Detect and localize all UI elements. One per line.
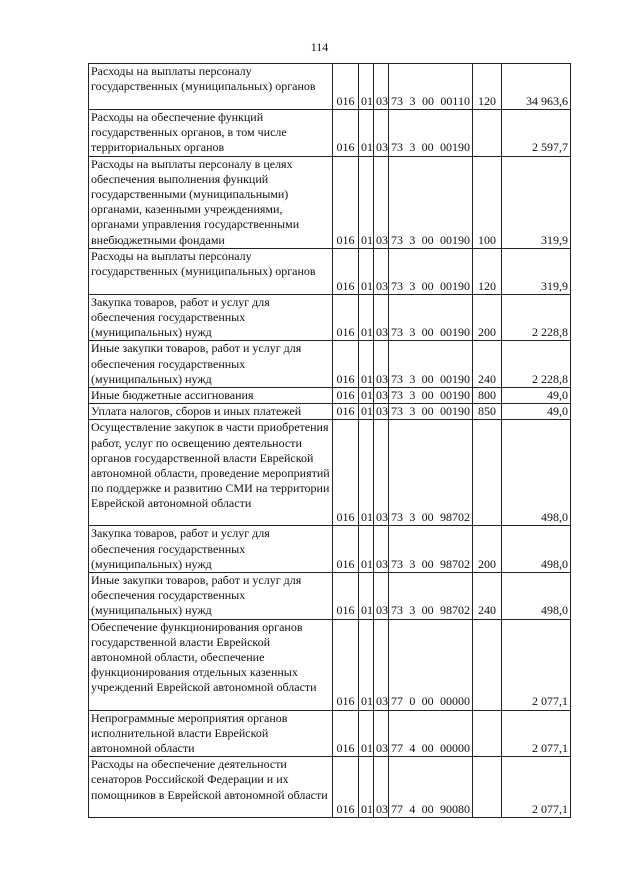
amount: 319,9 (502, 156, 571, 248)
cs-group: 00 (421, 371, 434, 386)
section-code: 01 (359, 404, 374, 420)
target-article-cell (389, 110, 473, 157)
section-code: 01 (359, 526, 374, 573)
section-code: 01 (359, 248, 374, 294)
cs-group: 00 (421, 388, 434, 403)
cs-code: 00190 (439, 404, 470, 419)
cs-group: 00 (421, 603, 434, 618)
cs-sub: 3 (409, 278, 416, 293)
table-row (89, 388, 571, 404)
ministry-code: 016 (333, 64, 359, 110)
expense-type-code: 850 (473, 404, 502, 420)
cs-program: 73 (391, 278, 403, 293)
cs-program: 73 (391, 371, 403, 386)
row-name-cell (89, 110, 333, 157)
expense-type-code (473, 619, 502, 710)
cs-program: 73 (391, 510, 403, 525)
row-name-cell (89, 573, 333, 620)
amount: 2 228,8 (502, 294, 571, 341)
table-row (89, 341, 571, 388)
cs-group: 00 (421, 510, 434, 525)
ministry-code: 016 (333, 156, 359, 248)
section-code: 01 (359, 573, 374, 620)
row-name-cell (89, 710, 333, 757)
table-row (89, 619, 571, 710)
ministry-code: 016 (333, 526, 359, 573)
cs-sub: 3 (409, 388, 416, 403)
expense-type-code (473, 710, 502, 757)
row-name-cell (89, 294, 333, 341)
cs-program: 73 (391, 232, 403, 247)
cs-code: 00190 (439, 371, 470, 386)
section-code: 01 (359, 757, 374, 818)
cs-code: 00190 (439, 140, 470, 155)
ministry-code: 016 (333, 294, 359, 341)
row-name: Расходы на выплаты персоналу государственных (муниципальных) органов (91, 248, 316, 279)
amount: 49,0 (502, 404, 571, 420)
expense-type-code: 120 (473, 64, 502, 110)
cs-program: 73 (391, 140, 403, 155)
cs-sub: 4 (409, 802, 416, 817)
expense-type-code (473, 420, 502, 526)
cs-sub: 3 (409, 93, 416, 108)
cs-group: 00 (421, 93, 434, 108)
table-row (89, 757, 571, 818)
budget-table (88, 63, 571, 818)
ministry-code: 016 (333, 573, 359, 620)
amount: 498,0 (502, 420, 571, 526)
row-name: Обеспечение функционирования органов государственной власти Еврейской автономной области, обеспечение функционирования отдельных казенных учреждений Еврейской автономной области (91, 619, 317, 695)
row-name-cell (89, 526, 333, 573)
table-row (89, 110, 571, 157)
cs-code: 00000 (439, 741, 470, 756)
target-article-cell (389, 388, 473, 404)
row-name: Расходы на обеспечение функций государственных органов, в том числе территориальных органов (91, 110, 287, 155)
expense-type-code: 100 (473, 156, 502, 248)
subsection-code: 03 (374, 294, 389, 341)
table-row (89, 710, 571, 757)
table-row (89, 404, 571, 420)
section-code: 01 (359, 710, 374, 757)
cs-code: 00190 (439, 388, 470, 403)
amount: 2 077,1 (502, 710, 571, 757)
cs-program: 73 (391, 388, 403, 403)
cs-sub: 4 (409, 741, 416, 756)
cs-group: 00 (421, 232, 434, 247)
cs-sub: 3 (409, 371, 416, 386)
target-article-cell (389, 619, 473, 710)
expense-type-code (473, 110, 502, 157)
cs-sub: 3 (409, 556, 416, 571)
target-article-cell (389, 248, 473, 294)
section-code: 01 (359, 156, 374, 248)
target-article-cell (389, 341, 473, 388)
ministry-code: 016 (333, 420, 359, 526)
section-code: 01 (359, 110, 374, 157)
target-article-cell (389, 156, 473, 248)
row-name: Иные бюджетные ассигнования (91, 388, 254, 403)
subsection-code: 03 (374, 388, 389, 404)
expense-type-code: 200 (473, 526, 502, 573)
ministry-code: 016 (333, 341, 359, 388)
cs-sub: 3 (409, 510, 416, 525)
cs-group: 00 (421, 325, 434, 340)
subsection-code: 03 (374, 573, 389, 620)
row-name-cell (89, 156, 333, 248)
expense-type-code: 120 (473, 248, 502, 294)
section-code: 01 (359, 294, 374, 341)
ministry-code: 016 (333, 757, 359, 818)
expense-type-code: 240 (473, 341, 502, 388)
cs-sub: 3 (409, 404, 416, 419)
amount: 319,9 (502, 248, 571, 294)
subsection-code: 03 (374, 64, 389, 110)
row-name-cell (89, 420, 333, 526)
budget-rows (89, 64, 571, 818)
cs-program: 73 (391, 404, 403, 419)
table-row (89, 573, 571, 620)
subsection-code: 03 (374, 404, 389, 420)
cs-program: 77 (391, 694, 403, 709)
cs-group: 00 (421, 404, 434, 419)
target-article-cell (389, 294, 473, 341)
target-article-cell (389, 420, 473, 526)
row-name: Иные закупки товаров, работ и услуг для обеспечения государственных (муниципальных) нужд (91, 341, 302, 386)
cs-group: 00 (421, 140, 434, 155)
row-name: Осуществление закупок в части приобретения работ, услуг по освещению деятельности органов государственной власти Еврейской автономной области, проведение мероприятий по поддержке и развитию СМИ на территории Еврейской автономной области (91, 420, 330, 511)
ministry-code: 016 (333, 388, 359, 404)
cs-program: 73 (391, 603, 403, 618)
row-name: Иные закупки товаров, работ и услуг для обеспечения государственных (муниципальных) нужд (91, 573, 302, 618)
amount: 498,0 (502, 573, 571, 620)
cs-group: 00 (421, 802, 434, 817)
expense-type-code (473, 757, 502, 818)
row-name-cell (89, 248, 333, 294)
row-name: Непрограммные мероприятия органов исполнительной власти Еврейской автономной области (91, 710, 288, 756)
table-row (89, 420, 571, 526)
section-code: 01 (359, 64, 374, 110)
cs-code: 00190 (439, 325, 470, 340)
table-row (89, 526, 571, 573)
amount: 34 963,6 (502, 64, 571, 110)
ministry-code: 016 (333, 404, 359, 420)
row-name-cell (89, 757, 333, 818)
amount: 2 597,7 (502, 110, 571, 157)
row-name-cell (89, 64, 333, 110)
subsection-code: 03 (374, 341, 389, 388)
row-name: Расходы на выплаты персоналу государственных (муниципальных) органов (91, 64, 316, 94)
page-number: 114 (310, 40, 329, 54)
table-row (89, 64, 571, 110)
amount: 498,0 (502, 526, 571, 573)
table-row (89, 248, 571, 294)
target-article-cell (389, 710, 473, 757)
row-name-cell (89, 341, 333, 388)
table-row (89, 156, 571, 248)
target-article-cell (389, 64, 473, 110)
cs-sub: 3 (409, 325, 416, 340)
cs-program: 77 (391, 802, 403, 817)
subsection-code: 03 (374, 526, 389, 573)
cs-code: 00190 (439, 278, 470, 293)
amount: 2 077,1 (502, 619, 571, 710)
amount: 2 228,8 (502, 341, 571, 388)
target-article-cell (389, 404, 473, 420)
subsection-code: 03 (374, 420, 389, 526)
ministry-code: 016 (333, 619, 359, 710)
cs-sub: 3 (409, 140, 416, 155)
cs-group: 00 (421, 694, 434, 709)
cs-sub: 3 (409, 603, 416, 618)
ministry-code: 016 (333, 710, 359, 757)
cs-program: 73 (391, 556, 403, 571)
cs-group: 00 (421, 556, 434, 571)
section-code: 01 (359, 388, 374, 404)
row-name-cell (89, 388, 333, 404)
cs-program: 73 (391, 325, 403, 340)
subsection-code: 03 (374, 710, 389, 757)
target-article-cell (389, 757, 473, 818)
cs-code: 98702 (439, 603, 470, 618)
expense-type-code: 240 (473, 573, 502, 620)
cs-code: 98702 (439, 556, 470, 571)
row-name: Расходы на выплаты персоналу в целях обеспечения выполнения функций государственными (муниципальными) органами, казенными учреждениями, органами управления государственными внебюджетными фондами (91, 156, 300, 247)
row-name-cell (89, 404, 333, 420)
cs-sub: 3 (409, 232, 416, 247)
section-code: 01 (359, 341, 374, 388)
subsection-code: 03 (374, 248, 389, 294)
cs-code: 00190 (439, 232, 470, 247)
amount: 2 077,1 (502, 757, 571, 818)
row-name: Закупка товаров, работ и услуг для обеспечения государственных (муниципальных) нужд (91, 294, 270, 340)
ministry-code: 016 (333, 248, 359, 294)
table-row (89, 294, 571, 341)
cs-group: 00 (421, 278, 434, 293)
cs-program: 77 (391, 741, 403, 756)
expense-type-code: 200 (473, 294, 502, 341)
cs-sub: 0 (409, 694, 416, 709)
cs-code: 98702 (439, 510, 470, 525)
amount: 49,0 (502, 388, 571, 404)
expense-type-code: 800 (473, 388, 502, 404)
cs-program: 73 (391, 93, 403, 108)
target-article-cell (389, 573, 473, 620)
cs-code: 00110 (440, 93, 470, 108)
cs-group: 00 (421, 741, 434, 756)
subsection-code: 03 (374, 619, 389, 710)
target-article-cell (389, 526, 473, 573)
row-name: Уплата налогов, сборов и иных платежей (91, 404, 302, 419)
row-name-cell (89, 619, 333, 710)
row-name: Закупка товаров, работ и услуг для обеспечения государственных (муниципальных) нужд (91, 526, 270, 571)
subsection-code: 03 (374, 156, 389, 248)
cs-code: 90080 (439, 802, 470, 817)
subsection-code: 03 (374, 110, 389, 157)
section-code: 01 (359, 619, 374, 710)
section-code: 01 (359, 420, 374, 526)
subsection-code: 03 (374, 757, 389, 818)
cs-code: 00000 (439, 694, 470, 709)
row-name: Расходы на обеспечение деятельности сенаторов Российской Федерации и их помощников в Еврейской автономной области (91, 757, 328, 802)
ministry-code: 016 (333, 110, 359, 157)
